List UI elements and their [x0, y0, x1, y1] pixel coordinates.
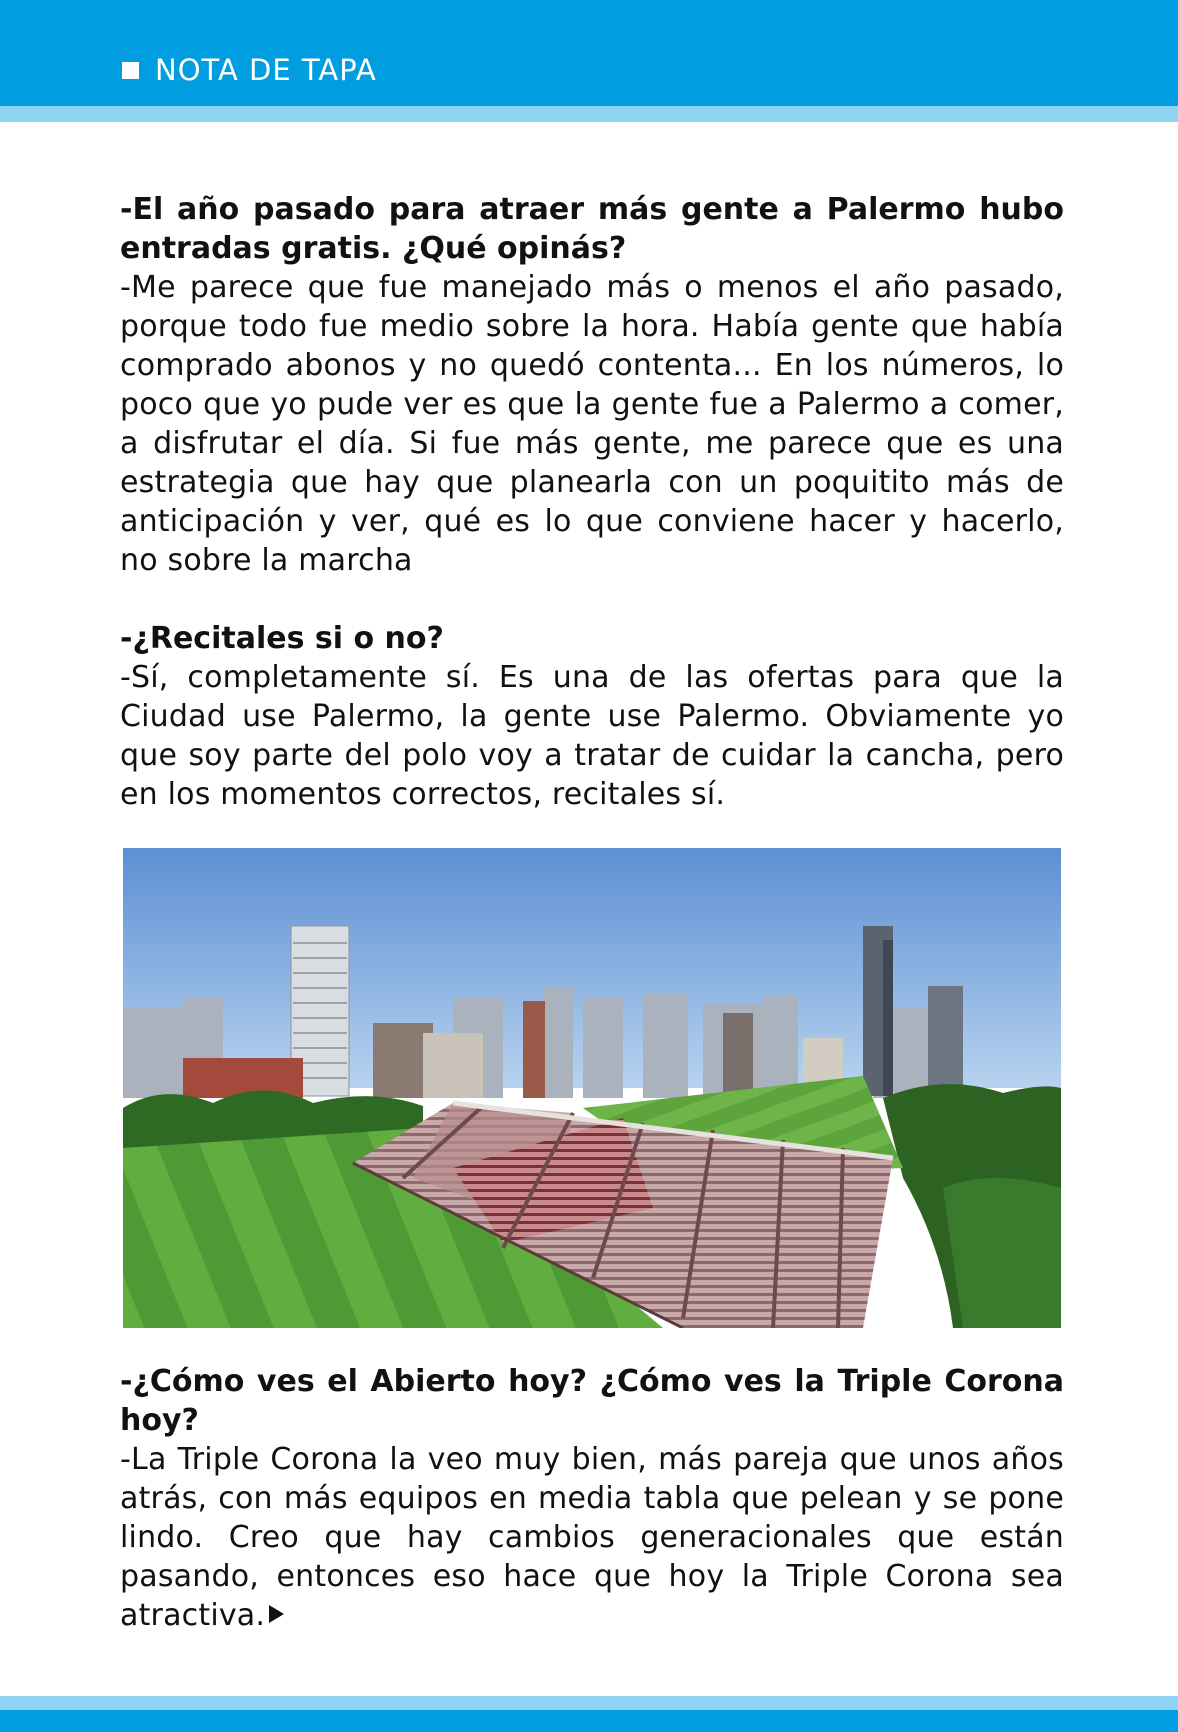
answer-3-text: -La Triple Corona la veo muy bien, más pareja que unos años atrás, con más equipos en media tabla que pelean y se pone lindo. Creo que hay cambios generacionales que están pasando, entonces eso hace que hoy la Triple Corona sea atractiva. [120, 1442, 1064, 1633]
polo-stadium-illustration [123, 848, 1061, 1328]
section-label-text: NOTA DE TAPA [155, 53, 377, 87]
qa-block-1 [120, 190, 1064, 580]
answer-2: -Sí, completamente sí. Es una de las ofertas para que la Ciudad use Palermo, la gente use Palermo. Obviamente yo que soy parte del polo voy a tratar de cuidar la cancha, pero en los momentos correctos, recitales sí. [120, 660, 1064, 812]
question-3: -¿Cómo ves el Abierto hoy? ¿Cómo ves la Triple Corona hoy? [120, 1364, 1064, 1438]
end-of-article-triangle-icon [269, 1605, 284, 1623]
section-label [122, 50, 377, 90]
footer-stripe [0, 1696, 1178, 1710]
qa-block-3 [120, 1362, 1064, 1635]
polo-stadium-photo [123, 848, 1061, 1328]
header-stripe [0, 106, 1178, 122]
answer-3 [120, 1440, 1064, 1635]
question-1: -El año pasado para atraer más gente a Palermo hubo entradas gratis. ¿Qué opinás? [120, 192, 1064, 266]
square-bullet-icon [122, 62, 139, 79]
question-2: -¿Recitales si o no? [120, 621, 444, 656]
qa-block-2 [120, 619, 1064, 814]
answer-1: -Me parece que fue manejado más o menos el año pasado, porque todo fue medio sobre la hora. Había gente que había comprado abonos y no quedó contenta... En los números, lo poco que yo pude ver es que la gente fue a Palermo a comer, a disfrutar el día. Si fue más gente, me parece que es una estrategia que hay que planearla con un poquitito más de anticipación y ver, qué es lo que conviene hacer y hacerlo, no sobre la marcha [120, 270, 1064, 578]
paragraph-gap [120, 580, 1064, 619]
article-body [120, 190, 1064, 1635]
footer-bar [0, 1710, 1178, 1732]
